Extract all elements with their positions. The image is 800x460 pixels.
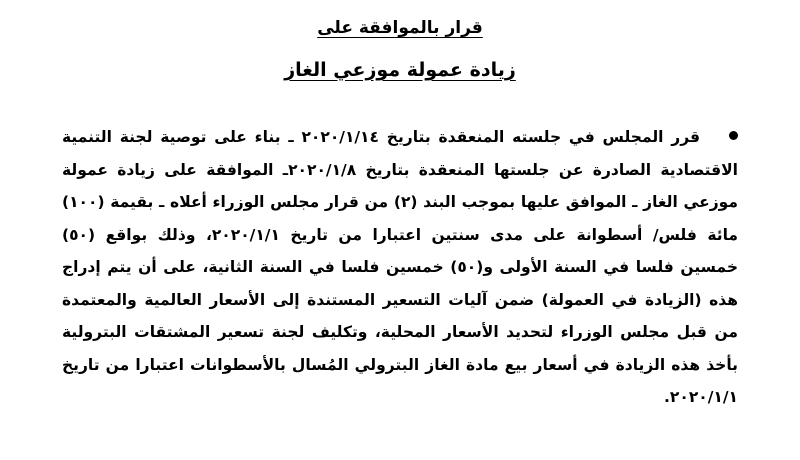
decision-paragraph: قرر المجلس في جلسته المنعقدة بتاريخ ٢٠٢٠/١/١٤ ـ بناء على توصية لجنة التنمية الاقتصادية الصادرة عن جلستها المنعقدة بتاريخ ٢٠٢٠/١/٨ـ الموافقة على زيادة عمولة موزعي الغاز ـ الموافق عليها بموجب البند (٢) من قرار مجلس الوزراء أعلاه ـ بقيمة (١٠٠) مائة فلس/ أسطوانة على مدى سنتين اعتبارا من تاريخ ٢٠٢٠/١/١، وذلك بواقع (٥٠) خمسين فلسا في السنة الأولى و(٥٠) خمسين فلسا في السنة الثانية، على أن يتم إدراج هذه (الزيادة في العمولة) ضمن آليات التسعير المستندة إلى الأسعار العالمية والمعتمدة من قبل مجلس الوزراء لتحديد الأسعار المحلية، وتكليف لجنة تسعير المشتقات البترولية بأخذ هذه الزيادة في أسعار بيع مادة الغاز البترولي المُسال بالأسطوانات اعتبارا من تاريخ ٢٠٢٠/١/١.	[62, 128, 738, 406]
decision-body	[62, 121, 738, 414]
title-line-1: قرار بالموافقة على	[317, 18, 483, 38]
bullet-icon	[729, 131, 738, 140]
title-line-2: زيادة عمولة موزعي الغاز	[284, 59, 516, 81]
